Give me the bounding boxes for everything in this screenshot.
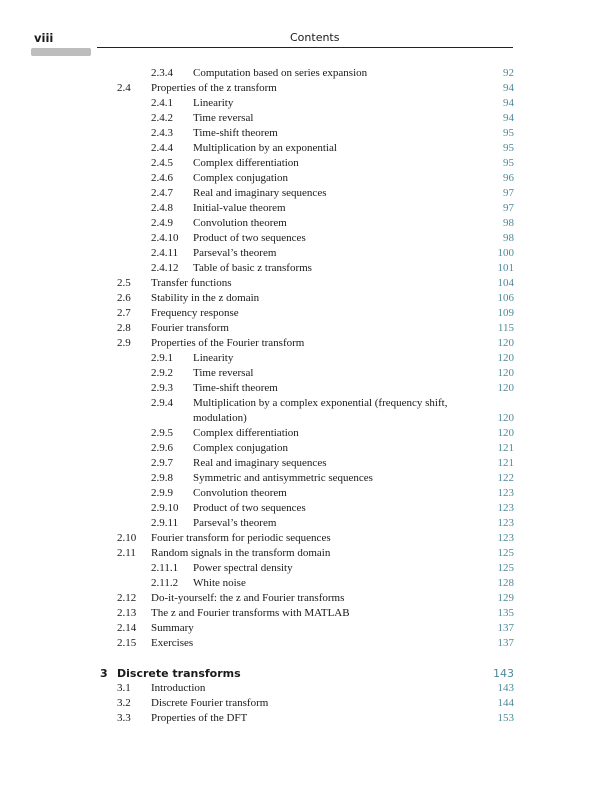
toc-section-entry[interactable] xyxy=(0,591,608,606)
toc-subsection-entry[interactable] xyxy=(0,516,608,531)
entry-number: 2.11.2 xyxy=(151,577,179,589)
entry-page-number: 123 xyxy=(497,487,514,499)
entry-page-number: 121 xyxy=(497,457,514,469)
entry-title: Stability in the z domain xyxy=(151,292,260,304)
entry-number: 2.4.10 xyxy=(151,232,179,244)
entry-title: Initial-value theorem xyxy=(193,202,286,214)
entry-page-number: 123 xyxy=(497,502,514,514)
entry-title: Properties of the z transform xyxy=(151,82,277,94)
entry-number: 2.4.12 xyxy=(151,262,179,274)
entry-title: Power spectral density xyxy=(193,562,293,574)
entry-page-number: 100 xyxy=(497,247,514,259)
entry-page-number: 95 xyxy=(503,142,514,154)
page-header xyxy=(0,0,608,60)
toc-section-entry[interactable] xyxy=(0,546,608,561)
entry-title: Fourier transform for periodic sequences xyxy=(151,532,331,544)
running-title: Contents xyxy=(290,31,340,44)
entry-number: 2.3.4 xyxy=(151,67,173,79)
entry-page-number: 123 xyxy=(497,517,514,529)
entry-page-number: 94 xyxy=(503,97,514,109)
entry-number: 2.5 xyxy=(117,277,131,289)
toc-subsection-entry[interactable] xyxy=(0,471,608,486)
entry-number: 2.9.9 xyxy=(151,487,173,499)
toc-subsection-entry[interactable] xyxy=(0,246,608,261)
entry-title: Exercises xyxy=(151,637,194,649)
table-of-contents xyxy=(0,66,608,726)
entry-number: 2.9 xyxy=(117,337,131,349)
entry-number: 2.9.11 xyxy=(151,517,179,529)
entry-page-number: 96 xyxy=(503,172,514,184)
toc-subsection-entry[interactable] xyxy=(0,351,608,366)
toc-subsection-entry[interactable] xyxy=(0,576,608,591)
entry-page-number: 95 xyxy=(503,127,514,139)
entry-title: Parseval’s theorem xyxy=(193,247,277,259)
toc-section-entry[interactable] xyxy=(0,606,608,621)
entry-title: Time reversal xyxy=(193,112,254,124)
entry-title: Convolution theorem xyxy=(193,487,287,499)
entry-title: Discrete Fourier transform xyxy=(151,697,269,709)
toc-section-entry[interactable] xyxy=(0,696,608,711)
toc-subsection-entry[interactable] xyxy=(0,486,608,501)
entry-page-number: 97 xyxy=(503,202,514,214)
entry-title: Time reversal xyxy=(193,367,254,379)
entry-title: Properties of the DFT xyxy=(151,712,248,724)
entry-page-number: 125 xyxy=(497,562,514,574)
entry-number: 2.14 xyxy=(117,622,137,634)
entry-number: 2.9.6 xyxy=(151,442,173,454)
entry-title: Product of two sequences xyxy=(193,232,306,244)
toc-section-entry[interactable] xyxy=(0,291,608,306)
entry-number: 3.2 xyxy=(117,697,131,709)
toc-subsection-entry[interactable] xyxy=(0,111,608,126)
entry-number: 2.9.5 xyxy=(151,427,173,439)
header-rule xyxy=(97,47,513,48)
toc-subsection-entry[interactable] xyxy=(0,141,608,156)
entry-number: 2.15 xyxy=(117,637,137,649)
entry-page-number: 144 xyxy=(497,697,514,709)
toc-subsection-entry[interactable] xyxy=(0,186,608,201)
toc-subsection-entry[interactable] xyxy=(0,441,608,456)
entry-page-number: 98 xyxy=(503,232,514,244)
entry-page-number: 98 xyxy=(503,217,514,229)
entry-number: 3 xyxy=(100,667,108,680)
entry-title: Multiplication by an exponential xyxy=(193,142,337,154)
toc-subsection-entry[interactable] xyxy=(0,96,608,111)
page-number: viii xyxy=(34,31,54,45)
entry-page-number: 143 xyxy=(493,667,514,680)
header-tab-marker xyxy=(31,48,91,56)
entry-number: 2.9.8 xyxy=(151,472,173,484)
entry-title: Linearity xyxy=(193,352,234,364)
entry-title: Time-shift theorem xyxy=(193,382,278,394)
entry-title: Discrete transforms xyxy=(117,667,241,680)
entry-page-number: 120 xyxy=(497,427,514,439)
entry-title: Frequency response xyxy=(151,307,239,319)
entry-page-number: 135 xyxy=(497,607,514,619)
entry-page-number: 122 xyxy=(497,472,514,484)
entry-title: Parseval’s theorem xyxy=(193,517,277,529)
entry-page-number: 120 xyxy=(497,337,514,349)
entry-title: Complex differentiation xyxy=(193,157,299,169)
toc-subsection-entry[interactable] xyxy=(0,381,608,396)
entry-number: 3.1 xyxy=(117,682,131,694)
entry-number: 2.9.2 xyxy=(151,367,173,379)
entry-number: 2.4.4 xyxy=(151,142,173,154)
entry-title: Time-shift theorem xyxy=(193,127,278,139)
entry-page-number: 128 xyxy=(497,577,514,589)
entry-page-number: 92 xyxy=(503,67,514,79)
entry-number: 2.12 xyxy=(117,592,137,604)
entry-number: 2.4.3 xyxy=(151,127,173,139)
toc-subsection-entry[interactable] xyxy=(0,66,608,81)
entry-title: Introduction xyxy=(151,682,206,694)
entry-page-number: 101 xyxy=(497,262,514,274)
toc-section-entry[interactable] xyxy=(0,276,608,291)
toc-section-entry[interactable] xyxy=(0,636,608,651)
entry-page-number: 94 xyxy=(503,112,514,124)
entry-title: Symmetric and antisymmetric sequences xyxy=(193,472,373,484)
entry-page-number: 104 xyxy=(497,277,514,289)
toc-section-entry[interactable] xyxy=(0,81,608,96)
toc-subsection-entry[interactable] xyxy=(0,396,608,426)
entry-number: 2.4.8 xyxy=(151,202,173,214)
entry-number: 2.11 xyxy=(117,547,136,559)
entry-page-number: 143 xyxy=(497,682,514,694)
entry-page-number: 97 xyxy=(503,187,514,199)
entry-page-number: 95 xyxy=(503,157,514,169)
toc-subsection-entry[interactable] xyxy=(0,171,608,186)
entry-page-number: 153 xyxy=(497,712,514,724)
entry-title: Random signals in the transform domain xyxy=(151,547,331,559)
entry-title: Product of two sequences xyxy=(193,502,306,514)
entry-page-number: 115 xyxy=(497,322,514,334)
toc-section-entry[interactable] xyxy=(0,621,608,636)
entry-title: Linearity xyxy=(193,97,234,109)
entry-page-number: 120 xyxy=(497,412,514,424)
toc-section-entry[interactable] xyxy=(0,681,608,696)
toc-subsection-entry[interactable] xyxy=(0,216,608,231)
entry-number: 2.4.2 xyxy=(151,112,173,124)
entry-number: 2.8 xyxy=(117,322,131,334)
toc-subsection-entry[interactable] xyxy=(0,501,608,516)
entry-title: The z and Fourier transforms with MATLAB xyxy=(151,607,350,619)
entry-number: 2.9.4 xyxy=(151,397,173,409)
entry-page-number: 121 xyxy=(497,442,514,454)
entry-title: Complex differentiation xyxy=(193,427,299,439)
entry-number: 2.9.3 xyxy=(151,382,173,394)
entry-number: 2.7 xyxy=(117,307,131,319)
toc-subsection-entry[interactable] xyxy=(0,261,608,276)
entry-title: Summary xyxy=(151,622,194,634)
toc-subsection-entry[interactable] xyxy=(0,426,608,441)
entry-number: 2.13 xyxy=(117,607,137,619)
entry-title: Fourier transform xyxy=(151,322,229,334)
entry-number: 2.9.1 xyxy=(151,352,173,364)
entry-page-number: 125 xyxy=(497,547,514,559)
entry-number: 2.4.7 xyxy=(151,187,173,199)
toc-chapter-entry[interactable] xyxy=(0,666,608,681)
toc-section-entry[interactable] xyxy=(0,321,608,336)
entry-title: Multiplication by a complex exponential (frequency shift, modulation) xyxy=(193,397,448,424)
entry-page-number: 120 xyxy=(497,367,514,379)
toc-subsection-entry[interactable] xyxy=(0,156,608,171)
entry-number: 2.6 xyxy=(117,292,131,304)
entry-page-number: 106 xyxy=(497,292,514,304)
entry-page-number: 120 xyxy=(497,352,514,364)
entry-number: 2.9.7 xyxy=(151,457,173,469)
entry-title: Convolution theorem xyxy=(193,217,287,229)
entry-title: Real and imaginary sequences xyxy=(193,457,327,469)
entry-number: 2.9.10 xyxy=(151,502,179,514)
entry-number: 2.4.1 xyxy=(151,97,173,109)
toc-subsection-entry[interactable] xyxy=(0,561,608,576)
entry-page-number: 137 xyxy=(497,622,514,634)
entry-number: 3.3 xyxy=(117,712,131,724)
toc-section-entry[interactable] xyxy=(0,336,608,351)
entry-number: 2.4 xyxy=(117,82,131,94)
entry-number: 2.4.9 xyxy=(151,217,173,229)
toc-section-entry[interactable] xyxy=(0,306,608,321)
toc-section-entry[interactable] xyxy=(0,711,608,726)
entry-number: 2.11.1 xyxy=(151,562,179,574)
entry-title: Real and imaginary sequences xyxy=(193,187,327,199)
entry-number: 2.4.11 xyxy=(151,247,179,259)
entry-title: Complex conjugation xyxy=(193,172,289,184)
toc-subsection-entry[interactable] xyxy=(0,231,608,246)
entry-title: Properties of the Fourier transform xyxy=(151,337,305,349)
entry-number: 2.10 xyxy=(117,532,137,544)
entry-title: Computation based on series expansion xyxy=(193,67,368,79)
entry-title: Do-it-yourself: the z and Fourier transforms xyxy=(151,592,345,604)
toc-subsection-entry[interactable] xyxy=(0,201,608,216)
entry-page-number: 123 xyxy=(497,532,514,544)
entry-number: 2.4.5 xyxy=(151,157,173,169)
entry-title: Complex conjugation xyxy=(193,442,289,454)
entry-page-number: 129 xyxy=(497,592,514,604)
toc-subsection-entry[interactable] xyxy=(0,366,608,381)
entry-number: 2.4.6 xyxy=(151,172,173,184)
toc-subsection-entry[interactable] xyxy=(0,126,608,141)
entry-title: White noise xyxy=(193,577,246,589)
entry-title: Table of basic z transforms xyxy=(193,262,312,274)
entry-page-number: 94 xyxy=(503,82,514,94)
toc-section-entry[interactable] xyxy=(0,531,608,546)
entry-page-number: 120 xyxy=(497,382,514,394)
entry-page-number: 109 xyxy=(497,307,514,319)
entry-page-number: 137 xyxy=(497,637,514,649)
entry-title: Transfer functions xyxy=(151,277,232,289)
toc-subsection-entry[interactable] xyxy=(0,456,608,471)
